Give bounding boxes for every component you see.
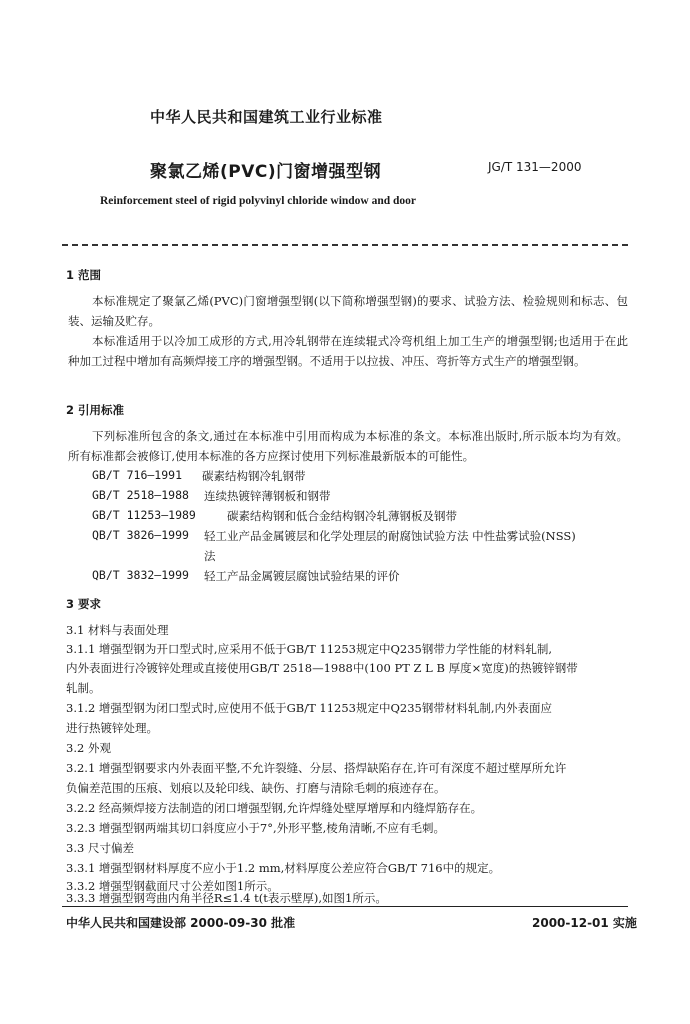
ref-code: GB/T 2518—1988 xyxy=(92,488,189,502)
clause-line: 3.3.3 增强型钢弯曲内角半径R≤1.4 t(t表示壁厚),如图1所示。 xyxy=(66,891,387,905)
clause-line: 3.2.3 增强型钢两端其切口斜度应小于7°,外形平整,棱角清晰,不应有毛刺。 xyxy=(66,821,445,835)
footer-divider xyxy=(62,906,628,907)
standard-number: JG/T 131—2000 xyxy=(488,160,582,174)
section-2-heading: 2 引用标准 xyxy=(66,403,125,417)
section-3-heading: 3 要求 xyxy=(66,597,102,611)
section-1-heading: 1 范围 xyxy=(66,268,102,282)
ref-code: QB/T 3826—1999 xyxy=(92,528,189,542)
ref-name: 碳素结构钢冷轧钢带 xyxy=(202,469,306,483)
ref-name-continuation: 法 xyxy=(204,549,216,563)
clause-line: 3.2.2 经高频焊接方法制造的闭口增强型钢,允许焊缝处壁厚增厚和内缝焊筋存在。 xyxy=(66,801,483,815)
section-1-paragraph-2: 本标准适用于以冷加工成形的方式,用冷轧钢带在连续辊式冷弯机组上加工生产的增强型钢;也适用于在此种加工过程中增加有高频焊接工序的增强型钢。不适用于以拉拔、冲压、弯折等方式生产的增强型钢。 xyxy=(68,334,628,368)
clause-line: 内外表面进行冷镀锌处理或直接使用GB/T 2518—1988中(100 PT Z L B 厚度×宽度)的热镀锌钢带 xyxy=(66,661,578,675)
clause-line: 3.1 材料与表面处理 xyxy=(66,623,169,637)
ref-code: GB/T 11253—1989 xyxy=(92,508,196,522)
clause-line: 3.3.2 增强型钢截面尺寸公差如图1所示。 xyxy=(66,879,279,893)
approval-date: 中华人民共和国建设部 2000-09-30 批准 xyxy=(66,916,296,930)
ref-name: 轻工产品金属镀层腐蚀试验结果的评价 xyxy=(204,569,400,583)
ref-name: 连续热镀锌薄钢板和钢带 xyxy=(204,489,331,503)
clause-line: 3.3 尺寸偏差 xyxy=(66,841,134,855)
section-2-paragraph-1: 下列标准所包含的条文,通过在本标准中引用而构成为本标准的条文。本标准出版时,所示版本均为有效。所有标准都会被修订,使用本标准的各方应探讨使用下列标准最新版本的可能性。 xyxy=(68,429,628,463)
ref-name: 轻工业产品金属镀层和化学处理层的耐腐蚀试验方法 中性盐雾试验(NSS) xyxy=(204,529,576,543)
document-title-cn: 聚氯乙烯(PVC)门窗增强型钢 xyxy=(150,162,382,182)
clause-line: 3.1.1 增强型钢为开口型式时,应采用不低于GB/T 11253规定中Q235钢带力学性能的材料轧制, xyxy=(66,642,553,656)
ref-code: QB/T 3832—1999 xyxy=(92,568,189,582)
ref-name: 碳素结构钢和低合金结构钢冷轧薄钢板及钢带 xyxy=(227,509,457,523)
clause-line: 负偏差范围的压痕、划痕以及轮印线、缺伤、打磨与清除毛刺的痕迹存在。 xyxy=(66,781,446,795)
clause-line: 3.1.2 增强型钢为闭口型式时,应使用不低于GB/T 11253规定中Q235钢带材料轧制,内外表面应 xyxy=(66,701,553,715)
clause-line: 3.2 外观 xyxy=(66,741,111,755)
clause-line: 3.3.1 增强型钢材料厚度不应小于1.2 mm,材料厚度公差应符合GB/T 716中的规定。 xyxy=(66,861,501,875)
document-title-en: Reinforcement steel of rigid polyvinyl chloride window and door xyxy=(100,195,417,207)
effective-date: 2000-12-01 实施 xyxy=(532,916,637,930)
section-1-paragraph-1: 本标准规定了聚氯乙烯(PVC)门窗增强型钢(以下简称增强型钢)的要求、试验方法、检验规则和标志、包装、运输及贮存。 xyxy=(68,294,628,328)
standard-category-header: 中华人民共和国建筑工业行业标准 xyxy=(150,108,383,126)
header-divider xyxy=(62,244,628,246)
clause-line: 轧制。 xyxy=(66,681,101,695)
clause-line: 3.2.1 增强型钢要求内外表面平整,不允许裂缝、分层、搭焊缺陷存在,许可有深度不超过壁厚所允许 xyxy=(66,761,567,775)
ref-code: GB/T 716—1991 xyxy=(92,468,183,482)
clause-line: 进行热镀锌处理。 xyxy=(66,721,158,735)
